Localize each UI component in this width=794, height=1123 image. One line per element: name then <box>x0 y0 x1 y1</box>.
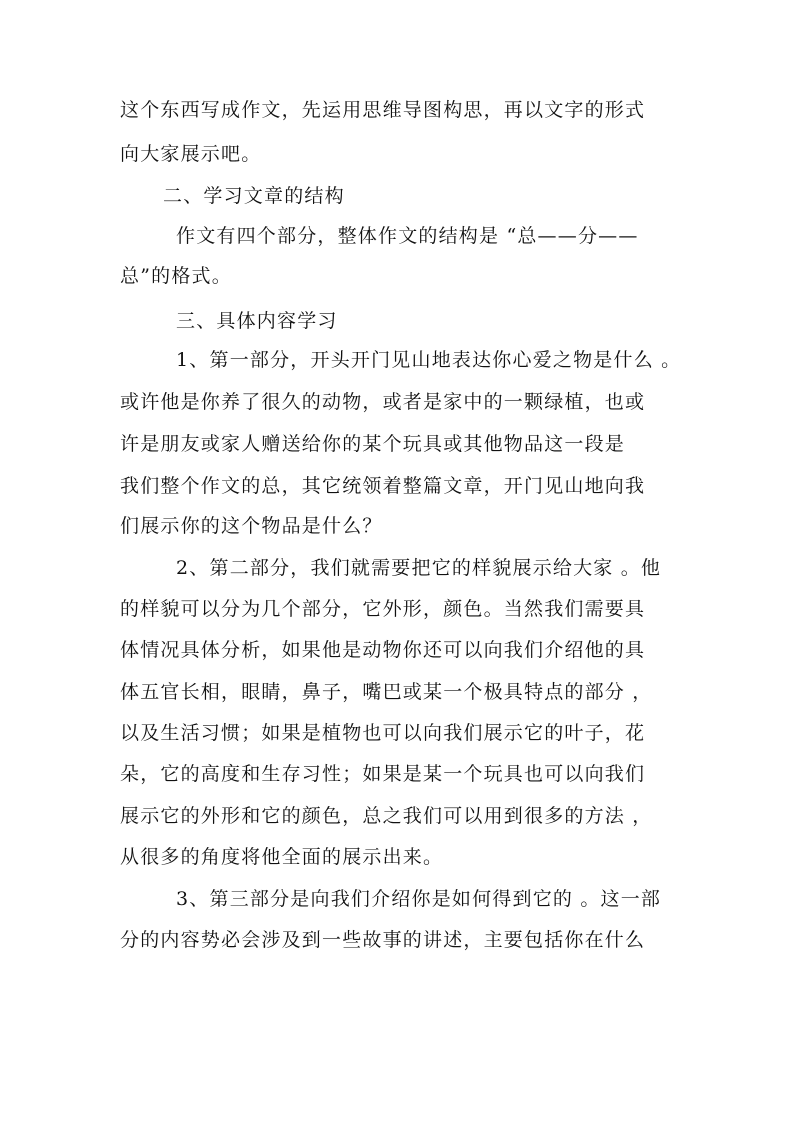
paragraph-line: 的样貌可以分为几个部分，它外形，颜色。当然我们需要具 <box>120 598 646 620</box>
paragraph-line: 体五官长相，眼睛，鼻子，嘴巴或某一个极具特点的部分 ， <box>120 681 653 703</box>
paragraph-line: 分的内容势必会涉及到一些故事的讲述，主要包括你在什么 <box>120 929 646 951</box>
paragraph-line: 这个东西写成作文，先运用思维导图构思，再以文字的形式 <box>120 99 646 121</box>
paragraph-line: 1、第一部分，开头开门见山地表达你心爱之物是什么 。 <box>176 349 682 371</box>
paragraph-line: 向大家展示吧。 <box>120 143 262 165</box>
paragraph-line: 以及生活习惯；如果是植物也可以向我们展示它的叶子，花 <box>120 722 646 744</box>
section-heading: 二、学习文章的结构 <box>163 185 345 207</box>
paragraph-line: 作文有四个部分，整体作文的结构是 “总——分—— <box>176 225 639 247</box>
paragraph-line: 许是朋友或家人赠送给你的某个玩具或其他物品这一段是 <box>120 433 626 455</box>
paragraph-line: 3、第三部分是向我们介绍你是如何得到它的 。这一部 <box>176 888 662 910</box>
paragraph-line: 从很多的角度将他全面的展示出来。 <box>120 846 444 868</box>
paragraph-line: 们展示你的这个物品是什么？ <box>120 515 383 537</box>
paragraph-line: 或许他是你养了很久的动物，或者是家中的一颗绿植，也或 <box>120 391 646 413</box>
paragraph-line: 展示它的外形和它的颜色，总之我们可以用到很多的方法 ， <box>120 805 653 827</box>
paragraph-line: 总”的格式。 <box>120 265 232 287</box>
paragraph-line: 2、第二部分，我们就需要把它的样貌展示给大家 。他 <box>176 557 662 579</box>
paragraph-line: 我们整个作文的总，其它统领着整篇文章，开门见山地向我 <box>120 475 646 497</box>
paragraph-line: 体情况具体分析，如果他是动物你还可以向我们介绍他的具 <box>120 639 646 661</box>
paragraph-line: 朵，它的高度和生存习性；如果是某一个玩具也可以向我们 <box>120 763 646 785</box>
section-heading: 三、具体内容学习 <box>176 310 338 332</box>
